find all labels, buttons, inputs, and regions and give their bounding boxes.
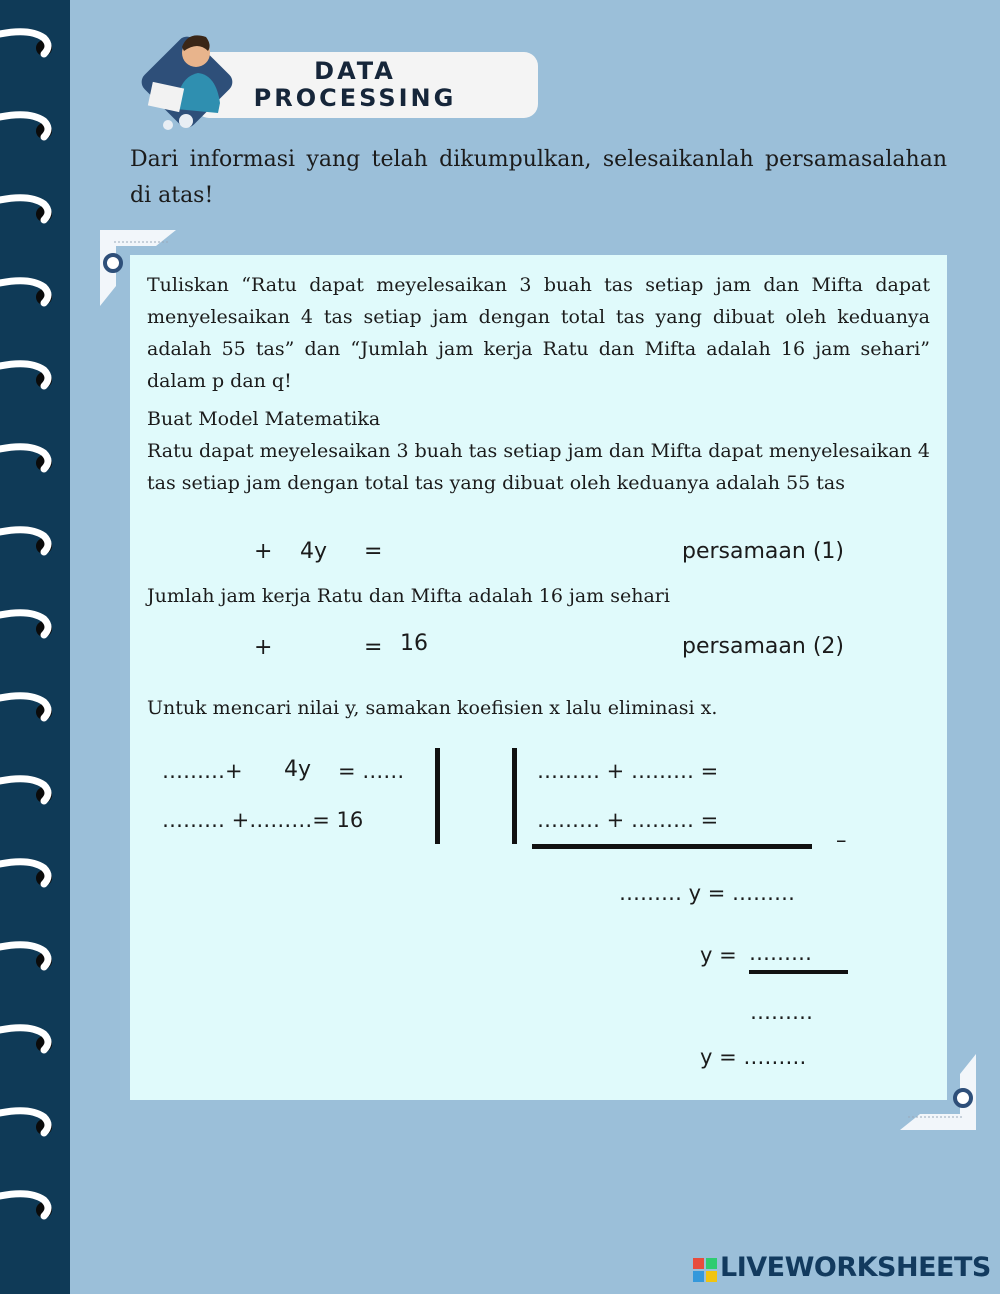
result-denominator: ……… — [750, 1000, 813, 1024]
spiral-ring — [0, 273, 60, 313]
spiral-ring — [0, 771, 60, 811]
result-numerator: ……… — [749, 941, 812, 965]
thinking-student-icon — [138, 25, 243, 135]
eq1-plus: + — [254, 539, 273, 564]
spiral-ring — [0, 107, 60, 147]
statement-1: Ratu dapat meyelesaikan 3 buah tas setiap jam dan Mifta dapat menyelesaikan 4 tas setiap jam dengan total tas yang dibuat oleh keduanya adalah 55 tas — [147, 440, 931, 494]
spiral-ring — [0, 356, 60, 396]
fraction-bar — [749, 970, 848, 974]
eq1-label: persamaan (1) — [682, 539, 844, 564]
spiral-ring — [0, 854, 60, 894]
spiral-ring — [0, 439, 60, 479]
left-system-line1-rest: = …… — [338, 759, 405, 783]
eq1-equals: = — [364, 539, 383, 564]
instruction-text: Tuliskan “Ratu dapat meyelesaikan 3 buah tas setiap jam dan Mifta dapat menyelesaikan 4 tas setiap jam dengan total tas yang dibuat oleh keduanya adalah 55 tas” dan “Jumlah jam kerja Ratu dan Mifta adalah 16 jam sehari” dalam p dan q! — [147, 274, 930, 392]
spiral-ring — [0, 1103, 60, 1143]
elimination-instruction: Untuk mencari nilai y, samakan koefisien x lalu eliminasi x. — [147, 697, 718, 719]
model-heading: Buat Model Matematika — [147, 408, 381, 430]
left-system-line1-term: 4y — [284, 757, 312, 782]
right-system-line1: ……… + ……… = — [537, 759, 719, 783]
right-system-line2: ……… + ……… = — [537, 808, 719, 832]
spiral-ring — [0, 24, 60, 64]
divider-left — [435, 748, 440, 844]
spiral-ring — [0, 937, 60, 977]
spiral-ring — [0, 522, 60, 562]
page-title: DATA PROCESSING — [253, 57, 457, 112]
eq1-term: 4y — [300, 539, 328, 564]
result-line3: y = ……… — [700, 1045, 807, 1069]
spiral-ring — [0, 1020, 60, 1060]
spiral-ring — [0, 1186, 60, 1226]
divider-right — [512, 748, 517, 844]
result-y-label: y = — [700, 943, 737, 967]
corner-decoration-bottom-right — [898, 1052, 978, 1132]
eq2-equals: = — [364, 635, 383, 660]
minus-sign: – — [836, 828, 847, 852]
spiral-ring — [0, 190, 60, 230]
left-system-line1-lead: ………+ — [162, 759, 243, 783]
subtraction-line — [532, 844, 812, 849]
statement-2: Jumlah jam kerja Ratu dan Mifta adalah 16 jam sehari — [147, 585, 670, 607]
eq2-plus: + — [254, 635, 273, 660]
intro-text: Dari informasi yang telah dikumpulkan, selesaikanlah persamasalahan di atas! — [130, 147, 947, 208]
eq2-rhs: 16 — [400, 631, 428, 656]
left-system-line2: ……… +………= 16 — [162, 808, 364, 832]
result-line1: ……… y = ……… — [619, 881, 796, 905]
eq2-label: persamaan (2) — [682, 634, 844, 659]
liveworksheets-logo-icon — [693, 1258, 717, 1282]
spiral-ring — [0, 605, 60, 645]
brand-name: LIVEWORKSHEETS — [720, 1252, 991, 1283]
spiral-ring — [0, 688, 60, 728]
